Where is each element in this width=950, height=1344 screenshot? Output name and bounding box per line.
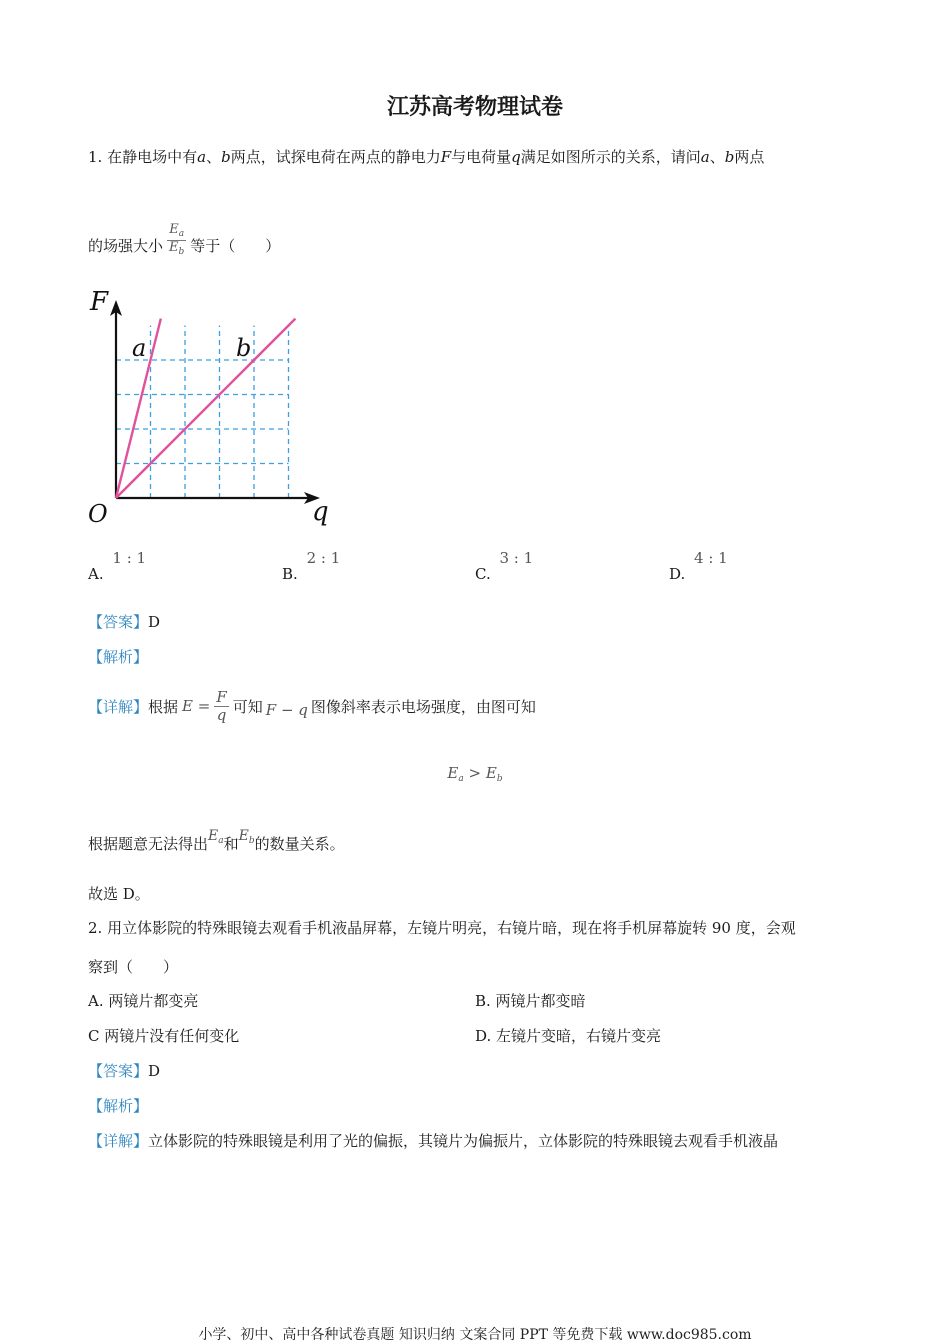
- option-value: 2 : 1: [306, 549, 341, 567]
- q1-stem-text: 的场强大小: [88, 237, 164, 255]
- separator: 、: [709, 148, 725, 166]
- q2-analysis-tag: 【解析】: [88, 1097, 149, 1115]
- option-value: 4 : 1: [694, 549, 728, 567]
- var-eb: $E_b$: [238, 828, 255, 846]
- fraction-numerator: F: [216, 688, 227, 706]
- var-a: a: [197, 148, 207, 166]
- q2-option-b[interactable]: B. 两镜片都变暗: [475, 992, 586, 1010]
- q1-answer: [88, 611, 160, 632]
- q1-fq-graph: [80, 282, 340, 532]
- detail-text: 立体影院的特殊眼镜是利用了光的偏振，其镜片为偏振片，立体影院的特殊眼镜去观看手机液晶: [148, 1132, 779, 1150]
- formula-lhs: E =: [182, 697, 211, 715]
- f-minus-q: F − q: [265, 701, 308, 719]
- var-a: a: [700, 148, 710, 166]
- q1-stem-text: 在静电场中有: [107, 148, 198, 166]
- q1-stem-text: 两点: [734, 148, 765, 166]
- answer-tag: 【答案】: [88, 1062, 149, 1080]
- origin-label: O: [88, 500, 108, 528]
- q1-stem-text: 与电荷量: [451, 148, 512, 166]
- option-letter: B.: [282, 565, 298, 583]
- var-q: q: [511, 148, 521, 166]
- detail-text: 根据题意无法得出: [88, 835, 209, 853]
- answer-tag: 【答案】: [88, 613, 149, 631]
- q1-stem-text: 等于（ ）: [190, 237, 281, 255]
- inequality-ea-gt-eb: $E_a > E_b$: [447, 764, 503, 784]
- var-F: F: [440, 148, 452, 166]
- line-a-label: a: [132, 334, 147, 362]
- fraction-numerator: $E_a$: [167, 223, 186, 241]
- q1-conclusion: 故选 D。: [88, 885, 150, 903]
- option-value: 3 : 1: [499, 549, 534, 567]
- q1-option-d[interactable]: [669, 549, 728, 583]
- q2-stem-line1: 2. 用立体影院的特殊眼镜去观看手机液晶屏幕，左镜片明亮，右镜片暗，现在将手机屏幕旋转 90 度，会观: [88, 919, 796, 937]
- detail-tag: 【详解】: [88, 1132, 149, 1150]
- page-footer: 小学、初中、高中各种试卷真题 知识归纳 文案合同 PPT 等免费下载 www.doc985.com: [198, 1327, 752, 1343]
- q1-option-c[interactable]: [475, 549, 534, 583]
- q2-answer: [88, 1060, 160, 1081]
- page-title: 江苏高考物理试卷: [386, 94, 563, 120]
- answer-value: D: [148, 613, 161, 631]
- q1-analysis-tag: 【解析】: [88, 648, 149, 666]
- q2-detail: [88, 1130, 778, 1151]
- fraction-denominator: q: [216, 705, 227, 724]
- q1-stem-text: 两点，试探电荷在两点的静电力: [230, 148, 441, 166]
- y-axis-label: F: [90, 287, 109, 317]
- detail-text: 的数量关系。: [254, 835, 345, 853]
- q1-option-b[interactable]: [282, 549, 341, 583]
- option-letter: A.: [88, 565, 104, 583]
- q1-stem-line2: [88, 204, 280, 258]
- q2-option-a[interactable]: A. 两镜片都变亮: [88, 992, 199, 1010]
- answer-value: D: [148, 1062, 161, 1080]
- detail-text: 图像斜率表示电场强度，由图可知: [310, 697, 536, 716]
- q2-option-d[interactable]: D. 左镜片变暗，右镜片变亮: [475, 1027, 662, 1045]
- q1-option-a[interactable]: [88, 549, 147, 583]
- q2-option-c[interactable]: C 两镜片没有任何变化: [88, 1027, 240, 1045]
- q1-relation-line: [88, 824, 345, 854]
- detail-text: 根据: [148, 697, 179, 716]
- var-ea: $E_a$: [208, 828, 224, 846]
- q2-stem-line2: 察到（ ）: [88, 958, 179, 976]
- var-b: b: [221, 148, 231, 166]
- q1-detail: [88, 680, 536, 732]
- formula-fraction: [214, 689, 228, 723]
- option-letter: D.: [669, 565, 686, 583]
- ratio-fraction: [167, 223, 186, 258]
- line-b-label: b: [236, 334, 252, 362]
- option-value: 1 : 1: [112, 549, 147, 567]
- option-letter: C.: [475, 565, 491, 583]
- var-b: b: [724, 148, 735, 166]
- x-axis-label: q: [312, 497, 329, 527]
- q1-stem-line1: [88, 146, 764, 167]
- fraction-denominator: $E_b$: [169, 240, 185, 258]
- q1-stem-text: 满足如图所示的关系，请问: [520, 148, 701, 166]
- detail-text: 可知: [232, 697, 263, 716]
- q1-number: 1.: [88, 148, 103, 166]
- detail-tag: 【详解】: [88, 697, 149, 716]
- detail-text: 和: [223, 835, 239, 853]
- separator: 、: [206, 148, 222, 166]
